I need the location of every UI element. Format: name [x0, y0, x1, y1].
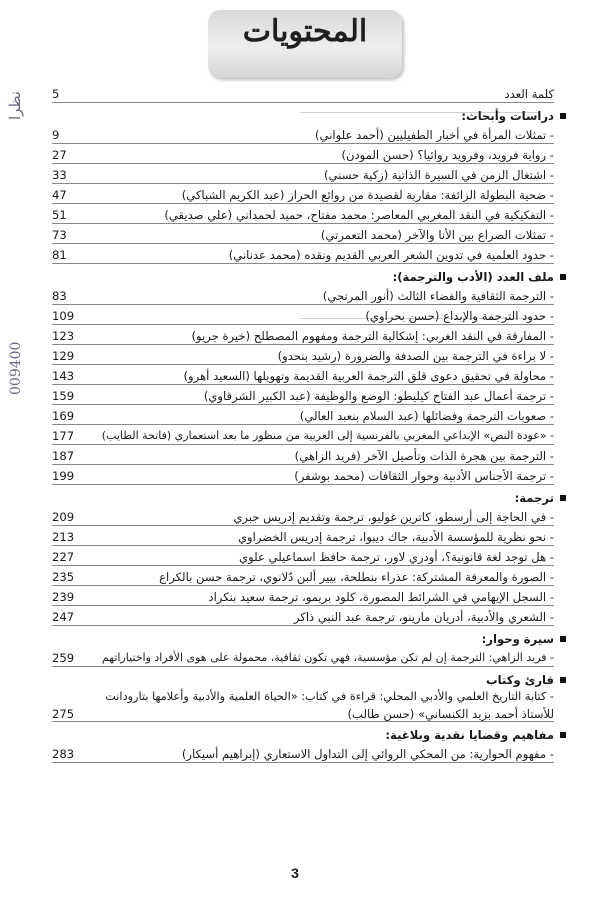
- toc-entry: [52, 286, 554, 306]
- toc-entry: [52, 205, 554, 225]
- entry-title: - لا براءة في الترجمة بين الصدفة والضرورة (رشيد بنحدو): [277, 349, 554, 363]
- handwritten-number: 009400: [8, 341, 24, 395]
- entry-underline: [52, 163, 554, 164]
- entry-page-number: 143: [52, 369, 75, 383]
- bullet-square-icon: [560, 113, 566, 119]
- entry-page-number: 129: [52, 349, 75, 363]
- section-heading: [52, 107, 554, 125]
- entry-title: - مفهوم الحوارية: من المحكي الروائي إلى التداول الاستعاري (إبراهيم أسيكار): [181, 747, 554, 761]
- entry-underline: [52, 143, 554, 144]
- section-title: مفاهيم وقضايا نقدية وبلاغية:: [385, 728, 554, 742]
- entry-page-number: 109: [52, 309, 75, 323]
- entry-title: - صعوبات الترجمة وفضائلها (عبد السلام بنعبد العالي): [299, 409, 554, 423]
- toc-entry: [52, 185, 554, 205]
- entry-underline: [52, 243, 554, 244]
- entry-page-number: 247: [52, 610, 75, 624]
- toc-entry: [52, 567, 554, 587]
- entry-title: - حدود العلمية في تدوين الشعر العربي القديم ونقده (محمد عدناني): [228, 248, 554, 262]
- toc-entry: [52, 386, 554, 406]
- entry-title: - تمثلات المرأة في أخبار الطفيليين (أحمد علواني): [315, 128, 554, 142]
- entry-page-number: 33: [52, 168, 67, 182]
- toc-entry: [52, 547, 554, 567]
- entry-underline: [52, 424, 554, 425]
- entry-underline: [52, 102, 554, 103]
- entry-title: - هل توجد لغة قانونية؟، أودري لاور، ترجمة حافظ اسماعيلي علوي: [239, 550, 554, 564]
- section-heading: [52, 489, 554, 507]
- entry-page-number: 209: [52, 510, 75, 524]
- toc-entry: [52, 527, 554, 547]
- entry-underline: [52, 762, 554, 763]
- entry-underline: [52, 625, 554, 626]
- section-title: ملف العدد (الأدب والترجمة):: [392, 270, 554, 284]
- bullet-square-icon: [560, 495, 566, 501]
- toc-entry: [52, 648, 554, 668]
- entry-title: - ترجمة أعمال عبد الفتاح كيليطو: الوضع والوظيفة (عبد الكبير الشرقاوي): [203, 389, 554, 403]
- entry-title: - محاولة في تحقيق دعوى قلق الترجمة العربية القديمة وتهويلها (السعيد أهرو): [183, 369, 554, 383]
- entry-page-number: 169: [52, 409, 75, 423]
- entry-page-number: 227: [52, 550, 75, 564]
- section-heading: [52, 268, 554, 286]
- entry-underline: [52, 384, 554, 385]
- entry-title: - الشعري والأدبية، أدريان مارينو، ترجمة عبد النبي ذاكر: [293, 610, 554, 624]
- entry-underline: [52, 565, 554, 566]
- toc-entry: [52, 165, 554, 185]
- entry-title: - نحو نظرية للمؤسسة الأدبية، جاك ديبوا، ترجمة إدريس الخضراوي: [237, 530, 554, 544]
- toc-entry: [52, 689, 554, 723]
- entry-page-number: 51: [52, 208, 67, 222]
- entry-underline: [52, 203, 554, 204]
- section-title: سيرة وحوار:: [481, 632, 554, 646]
- entry-title-line2: للأستاذ أحمد بزيد الكنساني» (حسن طالب): [347, 707, 554, 721]
- entry-page-number: 83: [52, 289, 67, 303]
- entry-underline: [52, 464, 554, 465]
- toc-entry: [52, 366, 554, 386]
- entry-underline: [52, 525, 554, 526]
- entry-underline: [52, 666, 554, 667]
- entry-underline: [52, 263, 554, 264]
- entry-underline: [52, 484, 554, 485]
- entry-page-number: 259: [52, 651, 75, 665]
- section-title: ترجمة:: [514, 491, 554, 505]
- entry-underline: [52, 344, 554, 345]
- toc-entry: [52, 587, 554, 607]
- toc-entry: [52, 326, 554, 346]
- entry-underline: [52, 304, 554, 305]
- entry-underline: [52, 444, 554, 445]
- entry-title: - الصورة والمعرفة المشتركة: عذراء بنطلحة، بيير ألبن دُلانوي، ترجمة حسن بالكراع: [159, 570, 554, 584]
- entry-title: - السجل الإيهامي في الشرائط المصورة، كلود بريمو، ترجمة سعيد بنكراد: [208, 590, 554, 604]
- toc-entry: [52, 84, 554, 104]
- entry-page-number: 239: [52, 590, 75, 604]
- entry-underline: [52, 364, 554, 365]
- toc-entry: [52, 507, 554, 527]
- bullet-square-icon: [560, 274, 566, 280]
- toc-entry: [52, 446, 554, 466]
- toc-entry: [52, 346, 554, 366]
- bullet-square-icon: [560, 636, 566, 642]
- entry-page-number: 27: [52, 148, 67, 162]
- entry-page-number: 159: [52, 389, 75, 403]
- entry-title: - رواية فرويد، وفرويد روائيا؟ (حسن المودن): [341, 148, 554, 162]
- toc-entry: [52, 306, 554, 326]
- toc-entry: [52, 406, 554, 426]
- section-heading: [52, 726, 554, 744]
- entry-title: كلمة العدد: [504, 87, 554, 101]
- entry-page-number: 275: [52, 707, 75, 721]
- toc-entry: [52, 744, 554, 764]
- entry-title: - «عودة النص» الإبداعي المغربي بالفرنسية إلى العربية من منظور ما بعد استعماري (فاتحة الطايب): [101, 429, 554, 442]
- entry-page-number: 123: [52, 329, 75, 343]
- page-title: المحتويات: [242, 14, 368, 49]
- page-number: 3: [291, 865, 299, 881]
- entry-page-number: 81: [52, 248, 67, 262]
- bullet-square-icon: [560, 677, 566, 683]
- toc-entry: [52, 607, 554, 627]
- toc-entry: [52, 225, 554, 245]
- entry-title: - ضحية البطولة الزائفة: مقاربة لقصيدة من روائع الحراز (عبد الكريم الشباكي): [181, 188, 554, 202]
- toc-entry: [52, 245, 554, 265]
- entry-page-number: 9: [52, 128, 60, 142]
- section-title: دراسات وأبحاث:: [461, 109, 554, 123]
- entry-page-number: 177: [52, 429, 75, 443]
- handwritten-note: نظرا: [6, 91, 24, 120]
- bullet-square-icon: [560, 732, 566, 738]
- section-heading: [52, 671, 554, 689]
- entry-underline: [52, 404, 554, 405]
- entry-underline: [52, 605, 554, 606]
- entry-page-number: 213: [52, 530, 75, 544]
- entry-page-number: 235: [52, 570, 75, 584]
- entry-title: - الترجمة الثقافية والفضاء الثالث (أنور المرتجي): [322, 289, 554, 303]
- entry-page-number: 283: [52, 747, 75, 761]
- entry-title: - في الحاجة إلى أرسطو، كاترين غوليو، ترجمة وتقديم إدريس جبري: [233, 510, 554, 524]
- entry-underline: [52, 721, 554, 722]
- section-heading: [52, 630, 554, 648]
- entry-underline: [52, 183, 554, 184]
- entry-underline: [52, 545, 554, 546]
- entry-title: - ترجمة الأجناس الأدبية وحوار الثقافات (محمد بوشفر): [294, 469, 554, 483]
- entry-underline: [52, 585, 554, 586]
- entry-underline: [52, 324, 554, 325]
- contents-list: [52, 84, 554, 764]
- entry-page-number: 47: [52, 188, 67, 202]
- toc-entry: [52, 426, 554, 446]
- entry-page-number: 5: [52, 87, 60, 101]
- entry-title: - التفكيكية في النقد المغربي المعاصر: محمد مفتاح، حميد لحمداني (علي صديقي): [164, 208, 554, 222]
- toc-entry: [52, 145, 554, 165]
- section-title: قارئ وكتاب: [486, 673, 554, 687]
- entry-title: - الترجمة بين هجرة الذات وتأصيل الآخر (فريد الزاهي): [294, 449, 554, 463]
- entry-title: - حدود الترجمة والإبداع (حسن بحراوي): [365, 309, 554, 323]
- entry-title: - المفارقة في النقد الغربي: إشكالية الترجمة ومفهوم المصطلح (خيرة جريو): [191, 329, 554, 343]
- entry-title-line1: - كتابة التاريخ العلمي والأدبي المحلي: قراءة في كتاب: «الحياة العلمية والأدبية وأعلامها بتارودانت: [105, 690, 554, 703]
- entry-title: - تمثلات الصراع بين الأنا والآخر (محمد التعمرتي): [320, 228, 554, 242]
- entry-page-number: 199: [52, 469, 75, 483]
- toc-entry: [52, 466, 554, 486]
- entry-title: - اشتغال الزمن في السيرة الذاتية (زكية حسني): [324, 168, 554, 182]
- entry-title: - فريد الزاهي: الترجمة إن لم تكن مؤسسية، فهي تكون ثقافية، محمولة على هوى الأفراد واختياراتهم: [101, 651, 554, 664]
- entry-underline: [52, 223, 554, 224]
- entry-page-number: 73: [52, 228, 67, 242]
- toc-entry: [52, 125, 554, 145]
- entry-page-number: 187: [52, 449, 75, 463]
